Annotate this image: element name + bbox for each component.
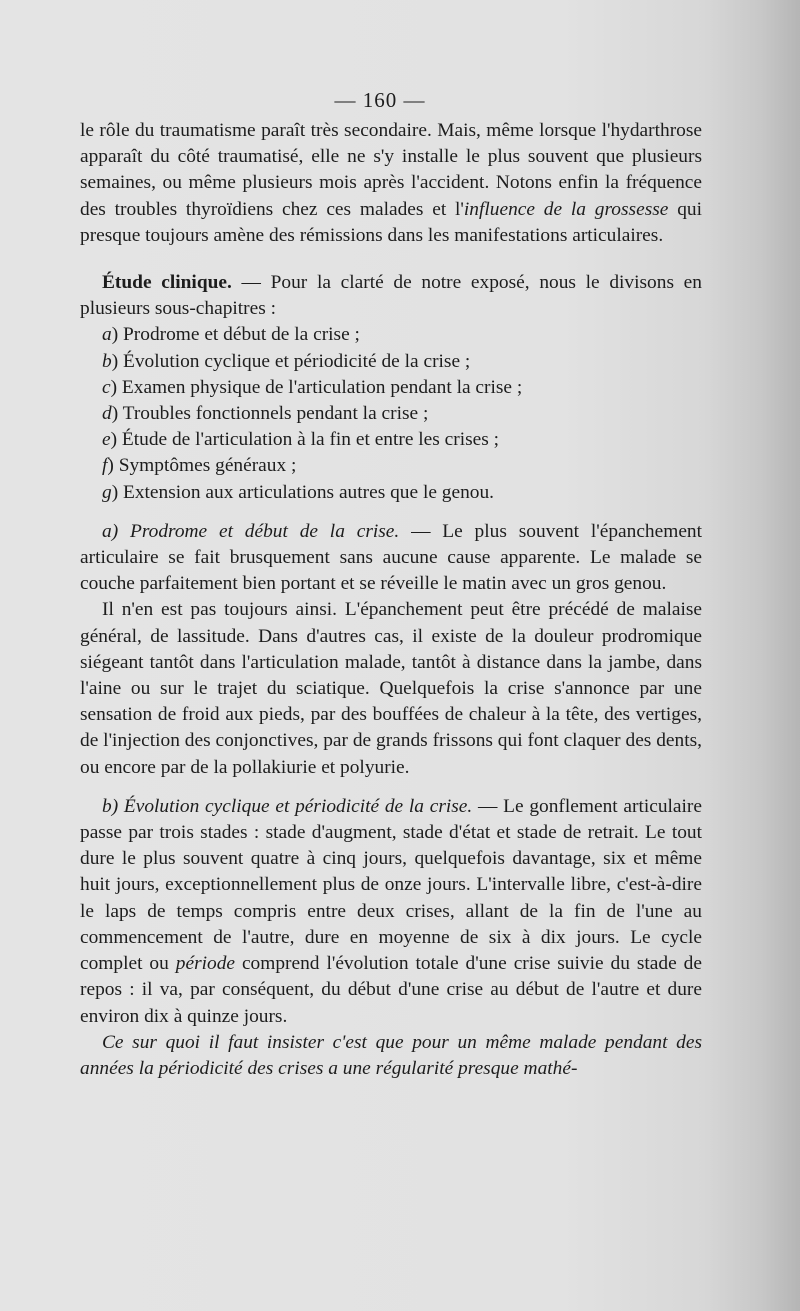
subchapter-list bbox=[80, 322, 702, 505]
clinical-study-title: Étude clinique. bbox=[102, 272, 232, 294]
prodrome-heading: a) Prodrome et début de la crise. bbox=[102, 520, 400, 542]
evolution-text-part-2: comprend l'évolution totale d'une crise suivie du stade de repos : il va, par conséquent, du début d'une crise au début de l'autre et dure environ dix à quinze jours. bbox=[80, 953, 702, 1027]
list-item: e) Étude de l'articulation à la fin et entre les crises ; bbox=[102, 429, 500, 451]
list-item: d) Troubles fonctionnels pendant la crise ; bbox=[102, 403, 429, 425]
clinical-study-intro bbox=[80, 270, 702, 322]
page-number: — 160 — bbox=[334, 88, 426, 112]
clinical-study-text: — Pour la clarté de notre exposé, nous le divisons en plusieurs sous-chapitres : bbox=[80, 272, 702, 320]
list-item: c) Examen physique de l'articulation pendant la crise ; bbox=[102, 376, 523, 398]
prodrome-paragraph-2: Il n'en est pas toujours ainsi. L'épanchement peut être précédé de malaise général, de lassitude. Dans d'autres cas, il existe de la douleur prodromique siégeant tantôt dans l'articulation malade, tantôt à distance dans la jambe, dans l'aine ou sur le trajet du sciatique. Quelquefois la crise s'annonce par une sensation de froid aux pieds, par des bouffées de chaleur à la tête, des vertiges, de l'injection des conjonctives, par de grands frissons qui font claquer des dents, ou encore par de la pollakiurie et polyurie. bbox=[80, 599, 702, 778]
prodrome-text: — Le plus souvent l'épanchement articulaire se fait brusquement sans aucune cause apparente. Le malade se couche parfaitement bien portant et se réveille le matin avec un gros genou. bbox=[80, 520, 703, 595]
evolution-paragraph bbox=[80, 794, 702, 1030]
page-content bbox=[80, 118, 702, 1082]
list-item: b) Évolution cyclique et périodicité de la crise ; bbox=[102, 350, 471, 372]
paragraph-traumatism bbox=[80, 118, 702, 249]
influence-grossesse-phrase: influence de la grossesse bbox=[463, 198, 669, 220]
periodicity-paragraph bbox=[80, 1030, 702, 1082]
list-item: f) Symptômes généraux ; bbox=[102, 455, 297, 477]
list-item: a) Prodrome et début de la crise ; bbox=[102, 324, 360, 346]
evolution-text-part-1: — Le gonflement articulaire passe par trois stades : stade d'augment, stade d'état et stade de retrait. Le tout dure le plus souvent quatre à cinq jours, quelquefois davantage, six et même huit jours, exceptionnellement plus de onze jours. L'intervalle libre, c'est-à-dire le laps de temps compris entre deux crises, allant de la fin de l'une au commencement de l'autre, dure en moyenne de six à dix jours. Le cycle complet ou bbox=[80, 795, 702, 975]
periodicity-italic-text: Ce sur quoi il faut insister c'est que pour un même malade pendant des années la périodicité des crises a une régularité presque mathé- bbox=[80, 1031, 702, 1079]
paragraph-traumatism-text: le rôle du traumatisme paraît très secondaire. Mais, même lorsque l'hydarthrose apparaît du côté traumatisé, elle ne s'y installe le plus souvent que plusieurs semaines, ou même plusieurs mois après l'accident. Notons enfin la fréquence des troubles thyroïdiens chez ces malades et l' bbox=[80, 120, 702, 220]
paragraph-traumatism-end: qui presque toujours amène des rémissions dans les manifestations articulaires. bbox=[80, 198, 702, 246]
list-item: g) Extension aux articulations autres que le genou. bbox=[102, 481, 495, 503]
evolution-heading: b) Évolution cyclique et périodicité de la crise. bbox=[102, 795, 473, 817]
prodrome-paragraph bbox=[80, 519, 702, 598]
periode-word: période bbox=[175, 953, 235, 975]
